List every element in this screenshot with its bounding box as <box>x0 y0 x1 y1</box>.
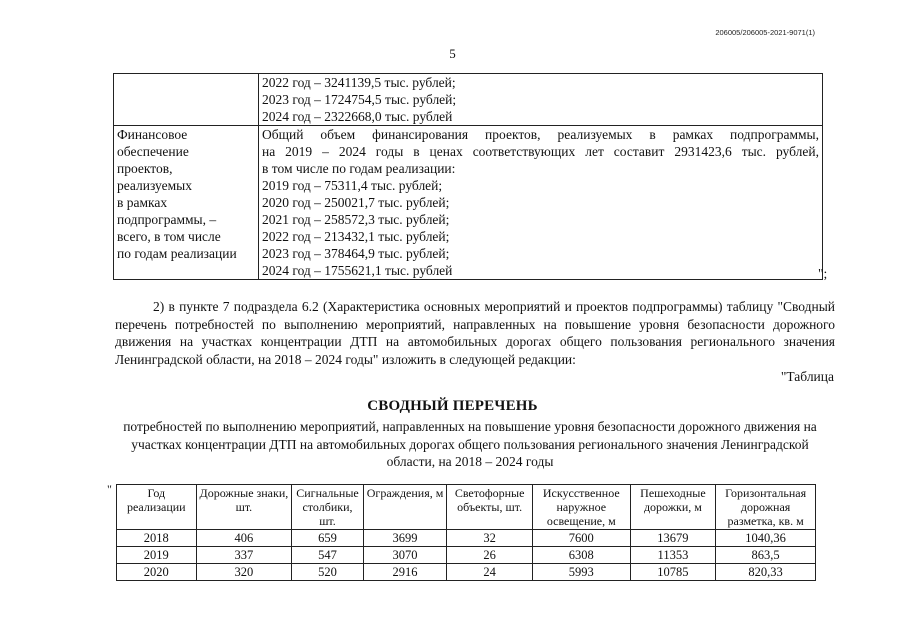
year-line: 2021 год – 258572,3 тыс. рублей; <box>262 212 450 227</box>
amendment-paragraph: 2) в пункте 7 подраздела 6.2 (Характеристика основных мероприятий и проектов подпрограммы) таблицу "Сводный перечень потребностей по выполнению мероприятий, направленных на повышение уровня безопасности дорожного движения на участках концентрации ДТП на автомобильных дорогах общего пользования регионального значения Ленинградской области, на 2018 – 2024 годы" изложить в следующей редакции: <box>115 299 835 367</box>
document-id: 206005/206005-2021-9071(1) <box>715 28 815 37</box>
table-row <box>117 547 816 564</box>
column-header: Искусственное наружное освещение, м <box>532 485 630 530</box>
content-line: в том числе по годам реализации: <box>262 161 456 176</box>
content-line: Общий объем финансирования проектов, реализуемых в рамках подпрограммы, <box>262 127 819 142</box>
table-open-quote: " <box>107 482 112 496</box>
table-cell: 10785 <box>630 564 716 581</box>
year-line: 2023 год – 378464,9 тыс. рублей; <box>262 246 450 261</box>
table-cell: 26 <box>447 547 533 564</box>
table-cell: 1040,36 <box>716 530 816 547</box>
table-cell: 6308 <box>532 547 630 564</box>
table-cell: 13679 <box>630 530 716 547</box>
column-header: Ограждения, м <box>363 485 447 530</box>
table-cell <box>259 74 823 126</box>
financing-content-cell <box>259 126 823 280</box>
table-row <box>117 530 816 547</box>
table-cell: 863,5 <box>716 547 816 564</box>
summary-heading: СВОДНЫЙ ПЕРЕЧЕНЬ <box>367 398 538 414</box>
year-line: 2019 год – 75311,4 тыс. рублей; <box>262 178 443 193</box>
year-line: 2024 год – 2322668,0 тыс. рублей <box>262 109 453 124</box>
year-line: 2022 год – 213432,1 тыс. рублей; <box>262 229 450 244</box>
table-cell: 5993 <box>532 564 630 581</box>
label-line: Финансовое <box>117 127 188 142</box>
column-header: Горизонтальная дорожная разметка, кв. м <box>716 485 816 530</box>
table-cell: 11353 <box>630 547 716 564</box>
table-cell: 820,33 <box>716 564 816 581</box>
column-header: Светофорные объекты, шт. <box>447 485 533 530</box>
table-cell: 3070 <box>363 547 447 564</box>
summary-subheading: потребностей по выполнению мероприятий, направленных на повышение уровня безопасности дорожного движения на участках концентрации ДТП на автомобильных дорогах общего пользования регионального значения Ленинградской области, на 2018 – 2024 годы <box>123 419 817 469</box>
page-number: 5 <box>449 46 456 61</box>
table-row <box>114 126 823 280</box>
table-cell: 32 <box>447 530 533 547</box>
table-row <box>117 564 816 581</box>
content-line: на 2019 – 2024 годы в ценах соответствующих лет составит 2931423,6 тыс. рублей, <box>262 144 819 159</box>
table-label: "Таблица <box>780 369 834 384</box>
table-cell: 3699 <box>363 530 447 547</box>
table-cell: 520 <box>292 564 364 581</box>
year-line: 2022 год – 3241139,5 тыс. рублей; <box>262 75 456 90</box>
label-line: в рамках <box>117 195 168 210</box>
label-line: обеспечение <box>117 144 189 159</box>
table-cell: 2020 <box>117 564 197 581</box>
column-header: Сигнальные столбики, шт. <box>292 485 364 530</box>
label-line: по годам реализации <box>117 246 237 261</box>
year-line: 2024 год – 1755621,1 тыс. рублей <box>262 263 453 278</box>
table-cell: 2018 <box>117 530 197 547</box>
financing-table <box>113 73 823 280</box>
financing-label-cell <box>114 126 259 280</box>
table-cell: 547 <box>292 547 364 564</box>
table-cell: 7600 <box>532 530 630 547</box>
table-cell: 2019 <box>117 547 197 564</box>
year-line: 2020 год – 250021,7 тыс. рублей; <box>262 195 450 210</box>
column-header: Год реализации <box>117 485 197 530</box>
table-header-row <box>117 485 816 530</box>
table-cell: 337 <box>196 547 292 564</box>
label-line: подпрограммы, – <box>117 212 217 227</box>
table-cell: 24 <box>447 564 533 581</box>
table-cell: 320 <box>196 564 292 581</box>
table-row <box>114 74 823 126</box>
table-cell: 2916 <box>363 564 447 581</box>
column-header: Дорожные знаки, шт. <box>196 485 292 530</box>
label-line: реализуемых <box>117 178 192 193</box>
table-cell: 659 <box>292 530 364 547</box>
table-cell: 406 <box>196 530 292 547</box>
label-line: проектов, <box>117 161 173 176</box>
needs-table <box>116 484 816 581</box>
column-header: Пешеходные дорожки, м <box>630 485 716 530</box>
table-cell <box>114 74 259 126</box>
closing-quote: "; <box>818 266 828 281</box>
label-line: всего, в том числе <box>117 229 221 244</box>
year-line: 2023 год – 1724754,5 тыс. рублей; <box>262 92 457 107</box>
